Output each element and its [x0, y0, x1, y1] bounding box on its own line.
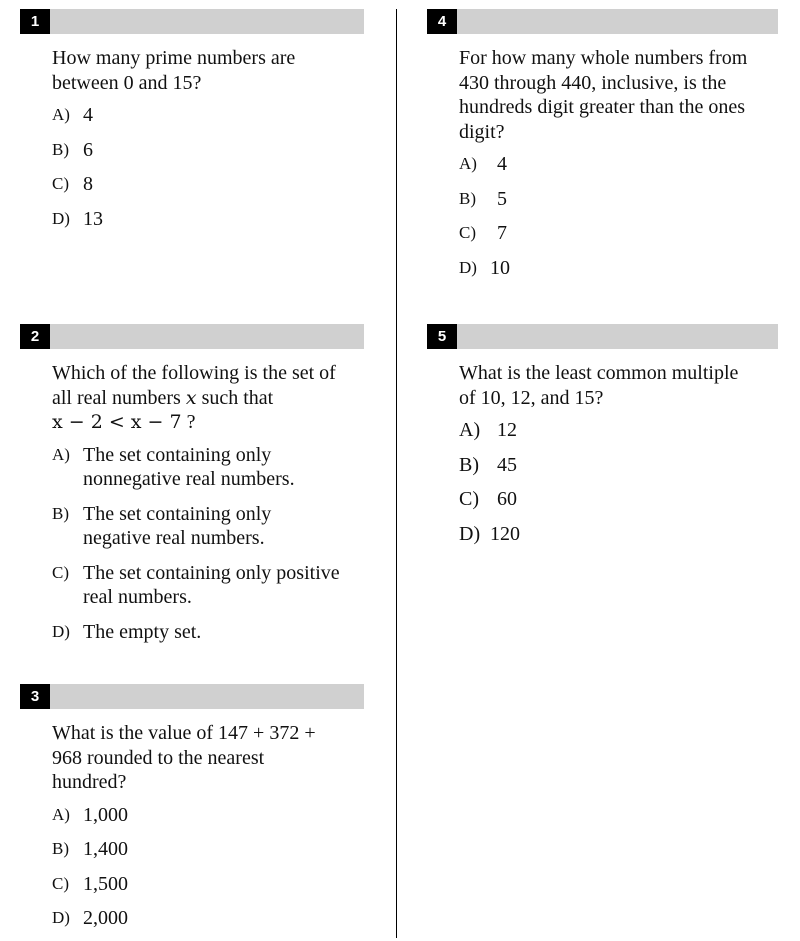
question-3 [20, 684, 364, 941]
answer-choice-c[interactable] [52, 872, 364, 897]
choice-letter: A) [459, 419, 481, 441]
question-4 [427, 9, 778, 290]
choice-letter: C) [459, 488, 479, 510]
stem-variable: x [185, 386, 197, 409]
answer-choice-c[interactable] [459, 221, 778, 246]
choice-text: 12 [497, 419, 517, 441]
answer-choices [52, 443, 364, 645]
answer-choice-b[interactable] [52, 837, 364, 862]
column-divider [396, 9, 397, 938]
question-1 [20, 9, 364, 241]
choice-text: 13 [83, 207, 103, 230]
choice-letter: B) [459, 453, 479, 476]
question-number: 5 [427, 324, 457, 349]
inequality-expression: x − 2 < x − 7 [52, 411, 182, 433]
question-number: 1 [20, 9, 50, 34]
choice-text: 5 [497, 187, 507, 210]
choice-text: 2,000 [83, 907, 128, 929]
choice-text: 4 [497, 153, 507, 175]
choice-letter: B) [459, 188, 476, 208]
answer-choice-b[interactable] [459, 187, 778, 212]
choice-letter: A) [52, 105, 70, 124]
choice-letter: D) [52, 621, 70, 641]
answer-choice-a[interactable] [52, 443, 364, 492]
choice-letter: B) [52, 503, 69, 523]
answer-choice-d[interactable] [459, 256, 778, 281]
choice-letter: A) [459, 154, 477, 173]
answer-choices [459, 152, 778, 280]
answer-choices [52, 803, 364, 931]
stem-text: Which of the following is the set of all real numbers [52, 362, 336, 409]
question-number: 3 [20, 684, 50, 709]
question-number: 4 [427, 9, 457, 34]
stem-text-after: such that [201, 386, 274, 409]
choice-text: The set containing only positive real numbers. [83, 561, 340, 608]
answer-choice-a[interactable] [459, 152, 778, 177]
answer-choice-c[interactable] [459, 487, 778, 512]
question-header-bar [20, 324, 364, 349]
question-stem: How many prime numbers are between 0 and 15? [52, 47, 296, 94]
choice-text: The set containing only negative real numbers. [83, 502, 272, 549]
question-header-bar [427, 324, 778, 349]
choice-letter: C) [52, 174, 69, 193]
choice-text: 1,500 [83, 872, 128, 895]
choice-text: 120 [490, 522, 520, 545]
answer-choice-c[interactable] [52, 561, 364, 610]
choice-text: 60 [497, 488, 517, 510]
choice-text: 8 [83, 173, 93, 195]
choice-text: 10 [490, 256, 510, 279]
choice-letter: D) [52, 908, 70, 927]
answer-choice-a[interactable] [459, 418, 778, 443]
question-stem [52, 361, 358, 435]
choice-text: 4 [83, 104, 93, 126]
answer-choice-d[interactable] [52, 906, 364, 931]
choice-letter: D) [52, 208, 70, 228]
question-header-bar [427, 9, 778, 34]
answer-choice-d[interactable] [52, 207, 364, 232]
answer-choice-a[interactable] [52, 103, 364, 128]
choice-letter: B) [52, 139, 69, 159]
question-stem: What is the value of 147 + 372 + 968 rounded to the nearest hundred? [52, 722, 316, 793]
question-header-bar [20, 684, 364, 709]
answer-choice-a[interactable] [52, 803, 364, 828]
choice-text: The empty set. [83, 620, 202, 643]
choice-text: The set containing only nonnegative real numbers. [83, 443, 295, 490]
choice-letter: A) [52, 444, 70, 464]
choice-text: 6 [83, 138, 93, 161]
answer-choice-c[interactable] [52, 172, 364, 197]
question-2 [20, 324, 364, 654]
answer-choice-b[interactable] [52, 138, 364, 163]
choice-letter: C) [52, 873, 69, 893]
choice-letter: C) [459, 223, 476, 242]
choice-letter: B) [52, 839, 69, 858]
question-5 [427, 324, 778, 556]
choice-text: 1,000 [83, 803, 128, 826]
stem-end: ? [186, 411, 196, 433]
choice-letter: C) [52, 562, 69, 582]
answer-choice-d[interactable] [459, 522, 778, 547]
choice-letter: D) [459, 257, 477, 277]
choice-text: 45 [497, 453, 517, 476]
choice-text: 7 [497, 222, 507, 244]
question-stem: What is the least common multiple of 10, 12, and 15? [459, 362, 739, 409]
question-stem: For how many whole numbers from 430 through 440, inclusive, is the hundreds digit greater than the ones digit? [459, 47, 748, 143]
answer-choice-b[interactable] [52, 502, 364, 551]
question-number: 2 [20, 324, 50, 349]
answer-choice-b[interactable] [459, 453, 778, 478]
choice-letter: D) [459, 522, 481, 545]
answer-choices [459, 418, 778, 546]
answer-choices [52, 103, 364, 231]
answer-choice-d[interactable] [52, 620, 364, 645]
choice-letter: A) [52, 804, 70, 824]
choice-text: 1,400 [83, 838, 128, 860]
question-header-bar [20, 9, 364, 34]
